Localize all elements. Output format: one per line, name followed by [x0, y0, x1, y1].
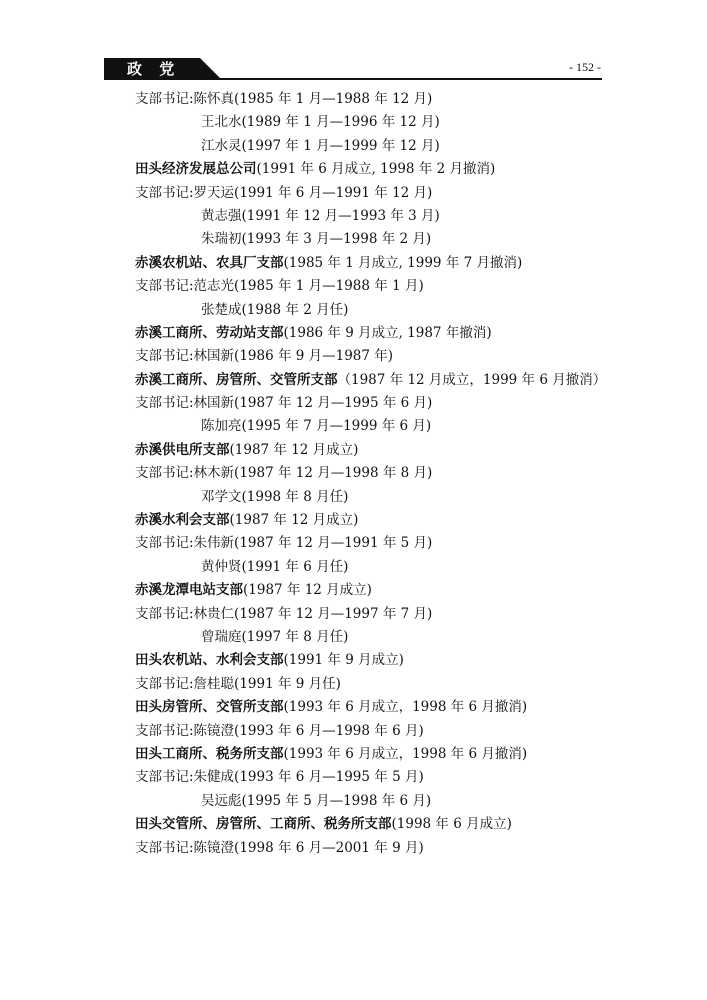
secretary-line: 支部书记:陈怀真(1985 年 1 月—1988 年 12 月) — [135, 91, 433, 107]
branch-name: 田头交管所、房管所、工商所、税务所支部 — [135, 816, 392, 833]
branch-heading — [135, 252, 605, 275]
section-title: 政 党 — [127, 60, 181, 78]
page-header — [0, 0, 707, 90]
secretary-continuation: 张楚成(1988 年 2 月任) — [201, 301, 349, 318]
page-number: - 152 - — [569, 60, 601, 74]
branch-name: 田头工商所、税务所支部 — [135, 745, 284, 762]
branch-heading — [135, 369, 605, 392]
entries-list — [135, 88, 605, 860]
secretary-line: 支部书记:朱健成(1993 年 6 月—1995 年 5 月) — [135, 769, 424, 786]
branch-note: (1993 年 6 月成立，1998 年 6 月撤消) — [283, 699, 528, 716]
branch-heading — [135, 439, 605, 462]
secretary-line: 支部书记:陈镜澄(1993 年 6 月—1998 年 6 月) — [135, 722, 424, 739]
branch-note: (1993 年 6 月成立，1998 年 6 月撤消) — [283, 745, 528, 762]
branch-name: 田头经济发展总公司 — [135, 161, 257, 178]
branch-heading — [135, 743, 605, 766]
branch-note: (1985 年 1 月成立, 1999 年 7 月撤消) — [283, 254, 523, 271]
branch-note: （1987 年 12 月成立，1999 年 6 月撤消） — [337, 371, 607, 388]
branch-heading — [135, 158, 605, 181]
branch-name: 赤溪水利会支部 — [135, 512, 230, 529]
branch-name: 赤溪农机站、农具厂支部 — [135, 254, 284, 271]
branch-note: (1987 年 12 月成立) — [243, 582, 372, 599]
secretary-line: 支部书记:林国新(1986 年 9 月—1987 年) — [135, 348, 394, 365]
header-rule — [200, 78, 602, 80]
branch-name: 赤溪龙潭电站支部 — [135, 582, 243, 599]
branch-heading — [135, 509, 605, 532]
secretary-line: 支部书记:范志光(1985 年 1 月—1988 年 1 月) — [135, 278, 424, 295]
secretary-line: 支部书记:朱伟新(1987 年 12 月—1991 年 5 月) — [135, 535, 433, 552]
branch-name: 赤溪工商所、劳动站支部 — [135, 324, 284, 341]
secretary-continuation: 曾瑞庭(1997 年 8 月任) — [201, 628, 349, 645]
secretary-continuation: 王北水(1989 年 1 月—1996 年 12 月) — [201, 114, 440, 131]
secretary-line: 支部书记:林贵仁(1987 年 12 月—1997 年 7 月) — [135, 605, 433, 622]
branch-note: (1987 年 12 月成立) — [229, 512, 359, 529]
branch-note: (1998 年 6 月成立) — [391, 816, 512, 833]
branch-heading — [135, 813, 605, 836]
secretary-line: 支部书记:林木新(1987 年 12 月—1998 年 8 月) — [135, 465, 433, 482]
branch-name: 赤溪工商所、房管所、交管所支部 — [135, 371, 338, 388]
secretary-continuation: 吴远彪(1995 年 5 月—1998 年 6 月) — [201, 792, 432, 809]
branch-heading — [135, 322, 605, 345]
secretary-line: 支部书记:陈镜澄(1998 年 6 月—2001 年 9 月) — [135, 839, 424, 856]
secretary-continuation: 黄志强(1991 年 12 月—1993 年 3 月) — [201, 207, 440, 224]
branch-name: 田头房管所、交管所支部 — [135, 699, 284, 716]
branch-heading — [135, 696, 605, 719]
branch-heading — [135, 579, 605, 602]
secretary-line: 支部书记:詹桂聪(1991 年 9 月任) — [135, 675, 341, 692]
branch-heading — [135, 649, 605, 672]
branch-note: (1991 年 6 月成立, 1998 年 2 月撤消) — [256, 161, 496, 178]
secretary-continuation: 江水灵(1997 年 1 月—1999 年 12 月) — [201, 137, 440, 154]
branch-note: (1987 年 12 月成立) — [229, 441, 359, 458]
secretary-continuation: 陈加亮(1995 年 7 月—1999 年 6 月) — [201, 418, 432, 435]
branch-name: 田头农机站、水利会支部 — [135, 652, 284, 669]
secretary-continuation: 邓学文(1998 年 8 月任) — [201, 488, 349, 505]
secretary-line: 支部书记:罗天运(1991 年 6 月—1991 年 12 月) — [135, 184, 433, 201]
secretary-continuation: 朱瑞初(1993 年 3 月—1998 年 2 月) — [201, 231, 432, 248]
branch-note: (1991 年 9 月成立) — [283, 652, 404, 669]
branch-name: 赤溪供电所支部 — [135, 441, 230, 458]
branch-note: (1986 年 9 月成立, 1987 年撤消) — [283, 324, 492, 341]
secretary-continuation: 黄仲贤(1991 年 6 月任) — [201, 558, 349, 575]
secretary-line: 支部书记:林国新(1987 年 12 月—1995 年 6 月) — [135, 395, 433, 412]
